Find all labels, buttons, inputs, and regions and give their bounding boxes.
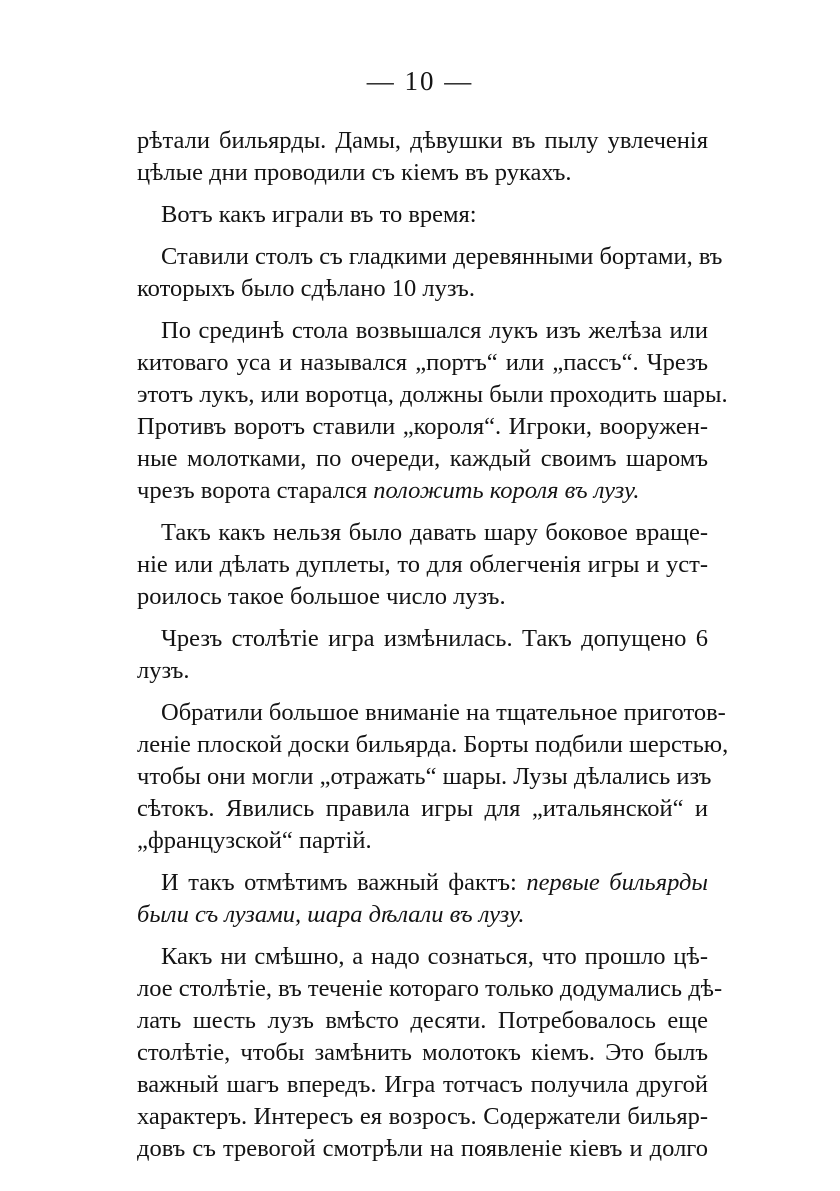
paragraph — [137, 125, 708, 189]
text-line: которыхъ было сдѣлано 10 лузъ. — [137, 275, 475, 302]
text-line: „французской“ партій. — [137, 827, 372, 854]
text-line: цѣлые дни проводили съ кіемъ въ рукахъ. — [137, 159, 572, 186]
text-line: довъ съ тревогой смотрѣли на появленіе кіевъ и долго — [137, 1135, 708, 1162]
text-line: Какъ ни смѣшно, а надо сознаться, что прошло цѣ- — [161, 943, 708, 970]
text-line: важный шагъ впередъ. Игра тотчасъ получила другой — [137, 1071, 708, 1098]
text-line: этотъ лукъ, или воротца, должны были проходить шары. — [137, 381, 728, 408]
text-line: столѣтіе, чтобы замѣнить молотокъ кіемъ. Это былъ — [137, 1039, 708, 1066]
text-line: Чрезъ столѣтіе игра измѣнилась. Такъ допущено 6 — [161, 625, 708, 652]
italic-text: первые бильярды — [526, 869, 708, 896]
paragraph — [137, 623, 708, 687]
text-line: роилось такое большое число лузъ. — [137, 583, 506, 610]
text-line: ніе или дѣлать дуплеты, то для облегченія игры и уст- — [137, 551, 708, 578]
text-line: сѣтокъ. Явились правила игры для „итальянской“ и — [137, 795, 708, 822]
page-number: — 10 — — [366, 66, 474, 96]
paragraph — [137, 867, 708, 931]
text-line: леніе плоской доски бильярда. Борты подбили шерстью, — [137, 731, 729, 758]
italic-text: положить короля въ лузу. — [373, 477, 640, 504]
text-line: Обратили большое вниманіе на тщательное приготов- — [161, 699, 726, 726]
plain-text: И такъ отмѣтимъ важный фактъ: — [161, 869, 527, 896]
text-line: Такъ какъ нельзя было давать шару боковое враще- — [161, 519, 708, 546]
body-text — [137, 125, 729, 1175]
text-line: ные молотками, по очереди, каждый своимъ шаромъ — [137, 445, 708, 472]
text-line: Ставили столъ съ гладкими деревянными бортами, въ — [161, 243, 723, 270]
paragraph — [137, 517, 708, 613]
text-line — [137, 867, 708, 899]
text-line: чтобы они могли „отражать“ шары. Лузы дѣлались изъ — [137, 763, 712, 790]
text-line — [137, 475, 708, 507]
text-line: характеръ. Интересъ ея возросъ. Содержатели бильяр- — [137, 1103, 708, 1130]
plain-text: чрезъ ворота старался — [137, 477, 374, 504]
paragraph — [137, 241, 723, 305]
paragraph — [137, 315, 728, 507]
text-line: лузъ. — [137, 657, 190, 684]
text-line: рѣтали бильярды. Дамы, дѣвушки въ пылу увлеченія — [137, 127, 708, 154]
text-line: Вотъ какъ играли въ то время: — [161, 201, 477, 228]
italic-text: были съ лузами, шара дѣлали въ лузу. — [137, 901, 525, 928]
text-line: По срединѣ стола возвышался лукъ изъ желѣза или — [161, 317, 708, 344]
paragraph — [137, 941, 723, 1165]
text-line: лать шесть лузъ вмѣсто десяти. Потребовалось еще — [137, 1007, 708, 1034]
paragraph — [137, 199, 708, 231]
text-line: Противъ воротъ ставили „короля“. Игроки, вооружен- — [137, 413, 708, 440]
text-line: китоваго уса и назывался „портъ“ или „пассъ“. Чрезъ — [137, 349, 708, 376]
paragraph — [137, 697, 729, 857]
text-line — [137, 899, 708, 931]
text-line: лое столѣтіе, въ теченіе котораго только додумались дѣ- — [137, 975, 723, 1002]
